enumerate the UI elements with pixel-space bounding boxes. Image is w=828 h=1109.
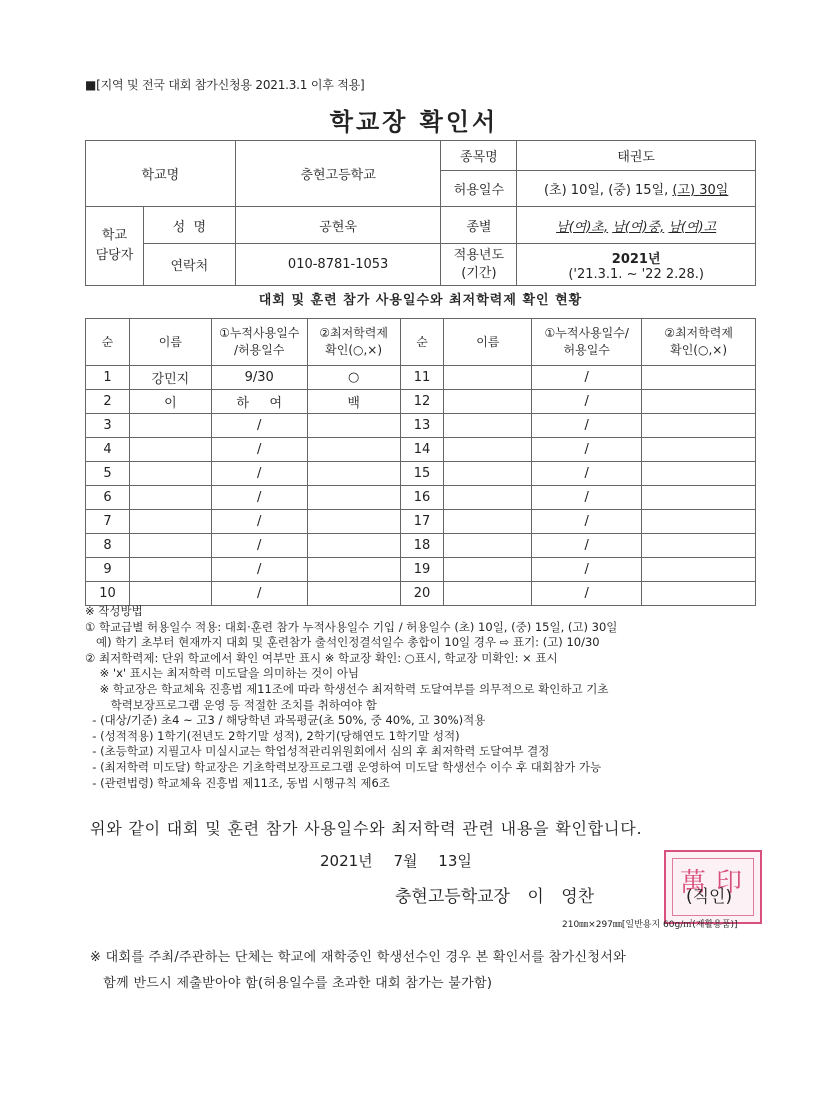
cell-no-2: 12 [400,390,444,414]
cell-used-days: / [211,414,307,438]
cell-min-academic [307,534,400,558]
note-line: ※ 학교장은 학교체육 진흥법 제11조에 따라 학생선수 최저학력 도달여부를 의무적으로 확인하고 기초 [85,681,609,696]
days-high-prefix: (고) [672,183,696,198]
cell-name: 강민지 [129,366,211,390]
paper-spec-note: 210㎜×297㎜[일반용지 60g/㎡(재활용품)] [562,920,738,930]
footer-notice [90,945,626,997]
category-value [517,207,756,244]
signature-date [320,850,472,871]
cell-min-academic [307,462,400,486]
note-line: ※ 'x' 표시는 최저학력 미도달을 의미하는 것이 아님 [85,666,360,681]
cell-name [129,534,211,558]
cell-used-days: / [211,486,307,510]
cell-name-2 [444,366,532,390]
note-line: 예) 학기 초부터 현재까지 대회 및 훈련참가 출석인정결석일수 총합이 10일 경우 ⇨ 표기: (고) 10/30 [85,635,600,650]
cell-min-academic [307,558,400,582]
cell-min-academic-2 [642,462,756,486]
writing-instructions [85,604,765,791]
category-label: 종별 [441,207,517,244]
cell-no-2: 17 [400,510,444,534]
table-row [86,558,756,582]
note-line: ① 학교급별 허용일수 적용: 대회·훈련 참가 누적사용일수 기입 / 허용일수 (초) 10일, (중) 15일, (고) 30일 [85,619,618,634]
cell-min-academic-2 [642,438,756,462]
cell-min-academic-2 [642,414,756,438]
cell-name [129,582,211,606]
cell-min-academic-2 [642,510,756,534]
cell-name-2 [444,510,532,534]
cell-min-academic-2 [642,366,756,390]
cell-no: 3 [86,414,130,438]
header-min-academic: ②최저학력제 확인(○,×) [307,319,400,366]
date-year: 2021년 [320,852,373,870]
name-label: 성 명 [143,207,235,244]
date-month: 7월 [393,852,418,870]
header-min-academic-2: ②최저학력제 확인(○,×) [642,319,756,366]
allowed-days-value [517,171,756,207]
cell-no-2: 11 [400,366,444,390]
sport-label: 종목명 [441,141,517,171]
seal-glyph-left: 萬 [680,868,707,898]
note-line: - (대상/기준) 초4 ~ 고3 / 해당학년 과목평균(초 50%, 중 40%, 고 30%)적용 [85,713,486,728]
category-elem: 남(여)초, [556,219,609,235]
note-line: ② 최저학력제: 단위 학교에서 확인 여부만 표시 ※ 학교장 확인: ○표시, 학교장 미확인: × 표시 [85,650,558,665]
cell-used-days: 9/30 [211,366,307,390]
participation-rows [86,366,756,606]
year-number: 2021년 [611,251,661,267]
cell-no: 5 [86,462,130,486]
cell-name-2 [444,462,532,486]
cell-used-days-2: / [532,558,642,582]
category-high: 남(여)고 [668,219,717,235]
header-used-days-2: ①누적사용일수/ 허용일수 [532,319,642,366]
cell-used-days: / [211,582,307,606]
year-label: 적용년도 (기간) [441,244,517,286]
table-row [86,438,756,462]
cell-name [129,414,211,438]
table-row [86,486,756,510]
school-name-label: 학교명 [86,141,236,207]
footer-line: 함께 반드시 제출받아야 함(허용일수를 초과한 대회 참가는 불가함) [90,976,493,991]
cell-no-2: 20 [400,582,444,606]
cell-used-days: / [211,534,307,558]
note-line: - (초등학교) 지필고사 미실시교는 학업성적관리위원회에서 심의 후 최저학력 도달여부 결정 [85,744,550,759]
phone-value: 010-8781-1053 [235,244,441,286]
cell-name [129,558,211,582]
table-row [86,390,756,414]
cell-no-2: 19 [400,558,444,582]
cell-no: 1 [86,366,130,390]
days-high-postfix: 30일 [699,183,729,198]
cell-used-days-2: / [532,582,642,606]
year-period: ('21.3.1. ~ '22 2.28.) [568,266,704,282]
cell-min-academic-2 [642,558,756,582]
cell-no: 8 [86,534,130,558]
confirmation-statement: 위와 같이 대회 및 훈련 참가 사용일수와 최저학력 관련 내용을 확인합니다. [90,819,643,838]
cell-min-academic [307,414,400,438]
table-row [86,510,756,534]
principal-signature [395,882,594,907]
cell-min-academic-2 [642,390,756,414]
cell-no-2: 18 [400,534,444,558]
note-line: - (최저학력 미도달) 학교장은 기초학력보장프로그램 운영하여 미도달 학생선수 이수 후 대회참가 가능 [85,759,602,774]
document-label: ■[지역 및 전국 대회 참가신청용 2021.3.1 이후 적용] [85,78,365,92]
days-high [672,183,728,198]
school-name-value: 충현고등학교 [235,141,441,207]
cell-used-days: 하 여 [211,390,307,414]
seal-glyph-right: 印 [716,868,743,898]
cell-name-2 [444,486,532,510]
cell-no-2: 16 [400,486,444,510]
cell-used-days-2: / [532,534,642,558]
cell-name-2 [444,582,532,606]
category-mid: 남(여)중, [612,219,665,235]
principal-name: 이 영찬 [527,887,595,907]
cell-used-days-2: / [532,414,642,438]
cell-no: 7 [86,510,130,534]
cell-no: 6 [86,486,130,510]
cell-no-2: 15 [400,462,444,486]
cell-min-academic [307,486,400,510]
seal-label: (직인) [686,887,733,907]
cell-used-days: / [211,462,307,486]
cell-no-2: 13 [400,414,444,438]
cell-name [129,462,211,486]
table-row [86,534,756,558]
participation-table [85,318,756,606]
year-value [517,244,756,286]
cell-name-2 [444,438,532,462]
info-table [85,140,756,286]
section-heading: 대회 및 훈련 참가 사용일수와 최저학력제 확인 현황 [258,293,583,308]
cell-min-academic [307,582,400,606]
cell-used-days-2: / [532,510,642,534]
cell-name [129,486,211,510]
table-row [86,414,756,438]
cell-no: 10 [86,582,130,606]
cell-used-days: / [211,510,307,534]
cell-no: 2 [86,390,130,414]
cell-name [129,438,211,462]
cell-name: 이 [129,390,211,414]
note-line: - (관련법령) 학교체육 진흥법 제11조, 동법 시행규칙 제6조 [85,775,390,790]
footer-line: ※ 대회를 주최/주관하는 단체는 학교에 재학중인 학생선수인 경우 본 확인서를 참가신청서와 [90,950,626,965]
header-no: 순 [86,319,130,366]
table-row [86,462,756,486]
cell-min-academic: 백 [307,390,400,414]
cell-no: 9 [86,558,130,582]
allowed-days-label: 허용일수 [441,171,517,207]
header-name-2: 이름 [444,319,532,366]
cell-used-days-2: / [532,390,642,414]
cell-name-2 [444,558,532,582]
cell-min-academic [307,438,400,462]
name-value: 공현욱 [235,207,441,244]
contact-person-label: 학교 담당자 [86,207,144,286]
note-line: - (성적적용) 1학기(전년도 2학기말 성적), 2학기(당해연도 1학기말 성적) [85,728,460,743]
cell-used-days: / [211,438,307,462]
header-used-days: ①누적사용일수 /허용일수 [211,319,307,366]
cell-name-2 [444,390,532,414]
cell-name-2 [444,414,532,438]
days-mid: (중) 15일, [608,183,669,198]
cell-no: 4 [86,438,130,462]
cell-name-2 [444,534,532,558]
phone-label: 연락처 [143,244,235,286]
cell-min-academic [307,510,400,534]
days-elem: (초) 10일, [543,183,605,198]
cell-no-2: 14 [400,438,444,462]
cell-min-academic-2 [642,486,756,510]
cell-used-days-2: / [532,486,642,510]
cell-name [129,510,211,534]
header-no-2: 순 [400,319,444,366]
note-line: 학력보장프로그램 운영 등 적절한 조치를 취하여야 함 [85,697,377,712]
cell-min-academic: ○ [307,366,400,390]
sport-value: 태권도 [517,141,756,171]
page-title: 학교장 확인서 [329,108,499,136]
cell-min-academic-2 [642,582,756,606]
principal-school: 충현고등학교장 [395,887,510,907]
table-row [86,366,756,390]
table-row [86,582,756,606]
cell-used-days: / [211,558,307,582]
cell-used-days-2: / [532,366,642,390]
note-line: ※ 작성방법 [85,604,143,618]
header-name: 이름 [129,319,211,366]
cell-used-days-2: / [532,462,642,486]
cell-min-academic-2 [642,534,756,558]
cell-used-days-2: / [532,438,642,462]
date-day: 13일 [438,852,472,870]
